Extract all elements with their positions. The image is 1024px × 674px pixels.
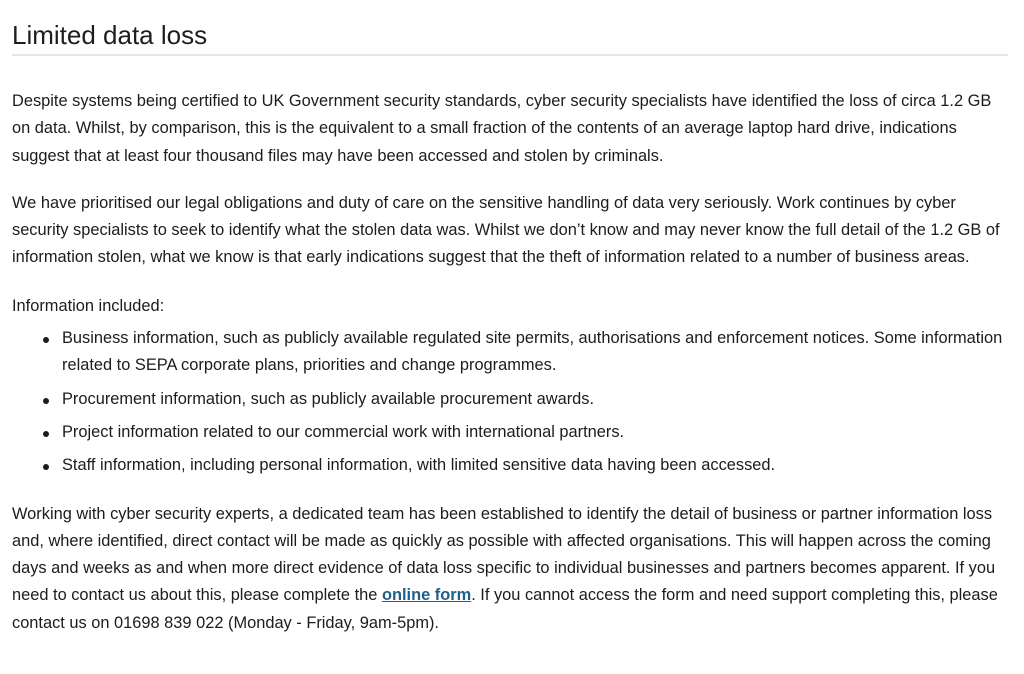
list-item xyxy=(62,419,1022,446)
bullet-icon xyxy=(43,464,49,470)
section-heading: Limited data loss xyxy=(12,0,1008,56)
online-form-link[interactable]: online form xyxy=(381,586,472,605)
paragraph-legal-obligations: We have prioritised our legal obligations and duty of care on the sensitive handling of data very seriously. Work continues by cyber security specialists to seek to identify what the stolen data was. Whilst we don’t know and may never know the full detail of the 1.2 GB of information stolen, what we know is that early indications suggest that the theft of information related to a number of business areas. xyxy=(12,193,1000,267)
list-item-text: Procurement information, such as publicly available procurement awards. xyxy=(62,389,595,408)
list-item-text: Business information, such as publicly available regulated site permits, authorisations and enforcement notices. Some information related to SEPA corporate plans, priorities and change programmes. xyxy=(62,329,1003,375)
bullet-icon xyxy=(43,431,49,437)
paragraph-data-loss-summary: Despite systems being certified to UK Government security standards, cyber security specialists have identified the loss of circa 1.2 GB on data. Whilst, by comparison, this is the equivalent to a small fraction of the contents of an average laptop hard drive, indications suggest that at least four thousand files may have been accessed and stolen by criminals. xyxy=(12,92,992,165)
bullet-icon xyxy=(43,337,49,343)
list-item xyxy=(62,386,1022,413)
paragraph-contact xyxy=(12,501,1012,637)
bullet-icon xyxy=(43,398,49,404)
information-included-list xyxy=(12,325,1022,479)
information-included-label: Information included: xyxy=(12,296,165,315)
list-item xyxy=(62,452,1022,479)
list-item-text: Staff information, including personal information, with limited sensitive data having been accessed. xyxy=(62,456,776,475)
list-item-text: Project information related to our commercial work with international partners. xyxy=(62,422,625,441)
list-item xyxy=(62,325,1022,380)
contact-text-after-link: . If you cannot access the form and need support completing this, please contact us on 01698 839 022 (Monday - Friday, 9am-5pm). xyxy=(12,586,998,632)
contact-text-before-link: Working with cyber security experts, a dedicated team has been established to identify the detail of business or partner information loss and, where identified, direct contact will be made as quickly as possible with affected organisations. This will happen across the coming days and weeks as and when more direct evidence of data loss specific to individual businesses and partners becomes apparent. If you need to contact us about this, please complete the xyxy=(12,504,996,605)
